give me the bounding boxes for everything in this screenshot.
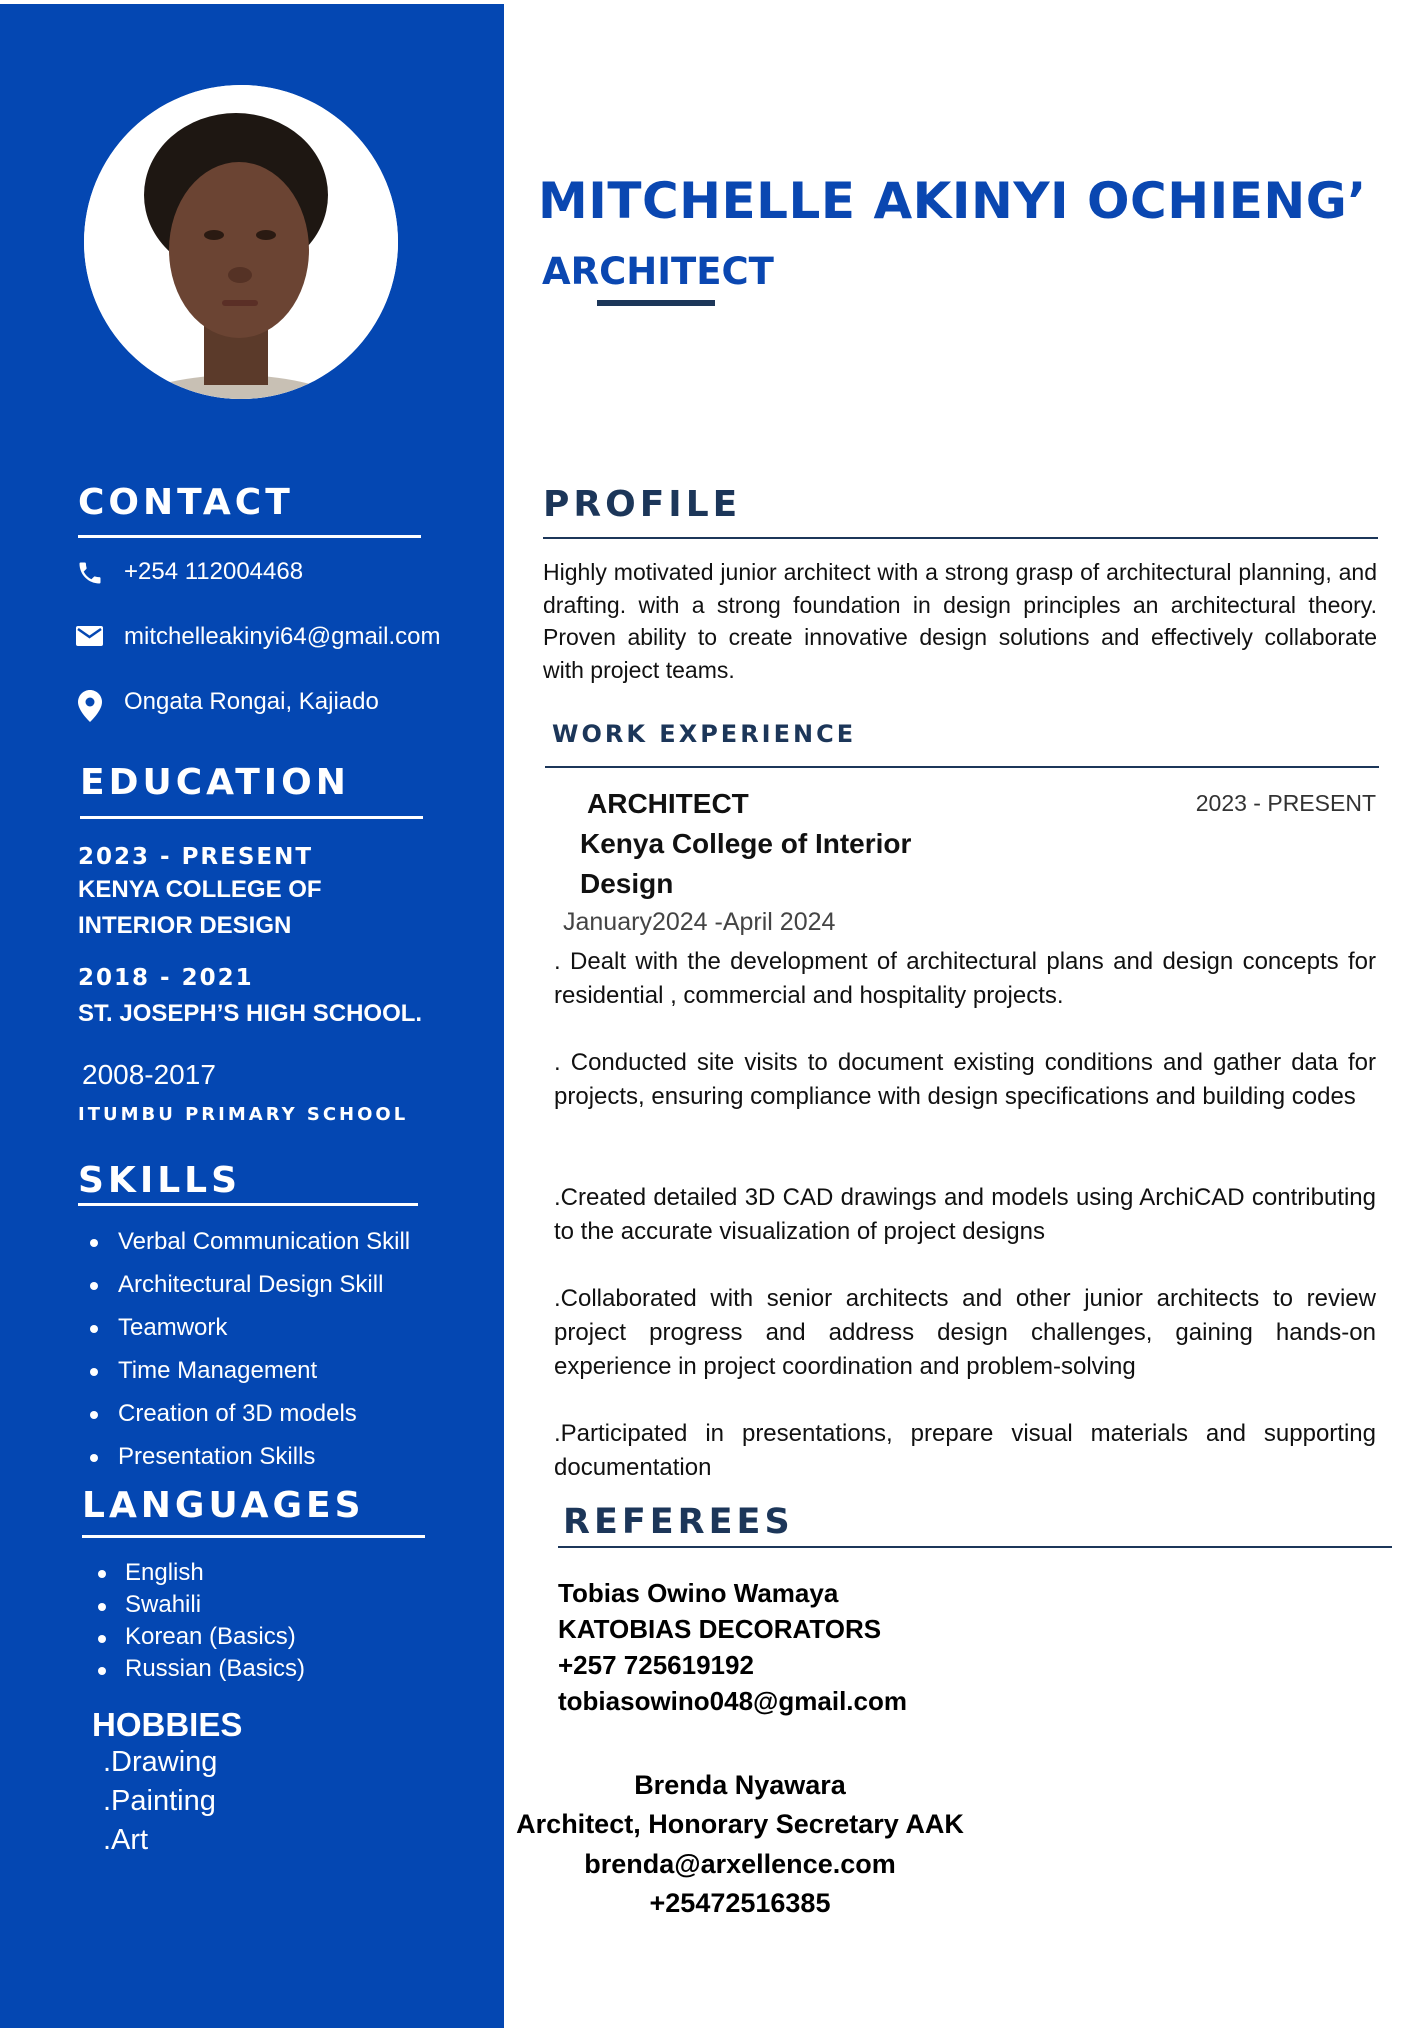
- work-duty: .Collaborated with senior architects and other junior architects to review project progress and address design challenges, gaining hands-on experience in project coordination and problem-solving: [554, 1285, 1376, 1380]
- work-duty: . Dealt with the development of architectural plans and design concepts for residential , commercial and hospitality projects.: [554, 948, 1376, 1009]
- referee-1-name: Tobias Owino Wamaya: [558, 1578, 839, 1608]
- work-experience-divider: [545, 766, 1379, 768]
- language-bullet: [98, 1635, 106, 1643]
- skill-item: Time Management: [118, 1357, 318, 1384]
- hobby-item: .Art: [103, 1824, 149, 1856]
- skill-item: Architectural Design Skill: [118, 1271, 384, 1298]
- education-years-2: 2018 - 2021: [78, 965, 254, 991]
- language-bullet: [98, 1667, 106, 1675]
- title-underline: [597, 300, 715, 306]
- profile-heading: PROFILE: [543, 484, 742, 525]
- education-school-1-line2: INTERIOR DESIGN: [78, 912, 292, 939]
- skill-bullet: [90, 1239, 98, 1247]
- skill-item: Presentation Skills: [118, 1443, 316, 1470]
- contact-divider: [78, 535, 421, 538]
- referees-divider: [558, 1546, 1392, 1548]
- profile-text: Highly motivated junior architect with a strong grasp of architectural planning, and drafting. with a strong foundation in design principles an architectural theory. Proven ability to create innovative design solutions and effectively collaborate with project teams.: [543, 559, 1377, 683]
- referee-1-phone[interactable]: +257 725619192: [558, 1650, 754, 1680]
- skill-bullet: [90, 1368, 98, 1376]
- skill-item: Teamwork: [118, 1314, 228, 1341]
- education-years-3: 2008-2017: [82, 1059, 216, 1090]
- work-company-line1: Kenya College of Interior: [580, 828, 912, 859]
- hobby-item: .Drawing: [103, 1746, 218, 1778]
- languages-divider: [82, 1535, 425, 1538]
- hobbies-heading: HOBBIES: [92, 1706, 243, 1743]
- referee-1-company: KATOBIAS DECORATORS: [558, 1614, 882, 1644]
- language-item: English: [125, 1559, 204, 1586]
- education-years-1: 2023 - PRESENT: [78, 844, 314, 870]
- referee-2-role: Architect, Honorary Secretary AAK: [516, 1809, 964, 1839]
- language-item: Russian (Basics): [125, 1655, 306, 1682]
- referee-2-name: Brenda Nyawara: [634, 1770, 846, 1800]
- languages-heading: LANGUAGES: [82, 1485, 365, 1526]
- location-pin-icon: [78, 690, 102, 722]
- skill-bullet: [90, 1411, 98, 1419]
- profile-photo: [84, 85, 398, 399]
- skill-bullet: [90, 1325, 98, 1333]
- education-school-3: ITUMBU PRIMARY SCHOOL: [78, 1104, 409, 1125]
- portrait-image: [84, 85, 398, 399]
- skill-bullet: [90, 1454, 98, 1462]
- contact-phone[interactable]: +254 112004468: [124, 558, 304, 585]
- education-school-1-line1: KENYA COLLEGE OF: [78, 876, 322, 903]
- phone-icon: [76, 559, 104, 587]
- skill-item: Creation of 3D models: [118, 1400, 357, 1427]
- email-icon: [76, 626, 103, 646]
- language-bullet: [98, 1603, 106, 1611]
- work-period: 2023 - PRESENT: [1195, 790, 1376, 816]
- education-divider: [80, 816, 423, 819]
- referee-1-email[interactable]: tobiasowino048@gmail.com: [558, 1686, 907, 1716]
- contact-heading: CONTACT: [78, 482, 294, 523]
- skill-item: Verbal Communication Skill: [118, 1228, 411, 1255]
- work-duty: . Conducted site visits to document existing conditions and gather data for projects, ensuring compliance with design specifications and building codes: [554, 1049, 1376, 1110]
- contact-location: Ongata Rongai, Kajiado: [124, 688, 379, 715]
- referee-2-email[interactable]: brenda@arxellence.com: [584, 1849, 896, 1879]
- language-bullet: [98, 1570, 106, 1578]
- full-name: MITCHELLE AKINYI OCHIENG’: [538, 172, 1367, 230]
- skills-heading: SKILLS: [78, 1160, 242, 1201]
- work-role: ARCHITECT: [587, 788, 749, 819]
- work-dates: January2024 -April 2024: [563, 908, 836, 936]
- work-duty: .Participated in presentations, prepare visual materials and supporting documentation: [554, 1420, 1376, 1481]
- hobby-item: .Painting: [103, 1785, 216, 1817]
- education-school-2: ST. JOSEPH’S HIGH SCHOOL.: [78, 1000, 423, 1027]
- contact-email[interactable]: mitchelleakinyi64@gmail.com: [124, 623, 441, 650]
- education-heading: EDUCATION: [80, 762, 350, 803]
- language-item: Korean (Basics): [125, 1623, 296, 1650]
- referee-2-phone[interactable]: +25472516385: [649, 1888, 831, 1918]
- language-item: Swahili: [125, 1591, 202, 1618]
- work-company-line2: Design: [580, 868, 674, 899]
- work-experience-heading: WORK EXPERIENCE: [552, 720, 857, 748]
- work-duty: .Created detailed 3D CAD drawings and models using ArchiCAD contributing to the accurate visualization of project designs: [554, 1184, 1376, 1245]
- skills-divider: [78, 1203, 418, 1206]
- referees-heading: REFEREES: [563, 1502, 794, 1542]
- profile-divider: [543, 537, 1378, 539]
- job-title: ARCHITECT: [542, 250, 774, 293]
- skill-bullet: [90, 1282, 98, 1290]
